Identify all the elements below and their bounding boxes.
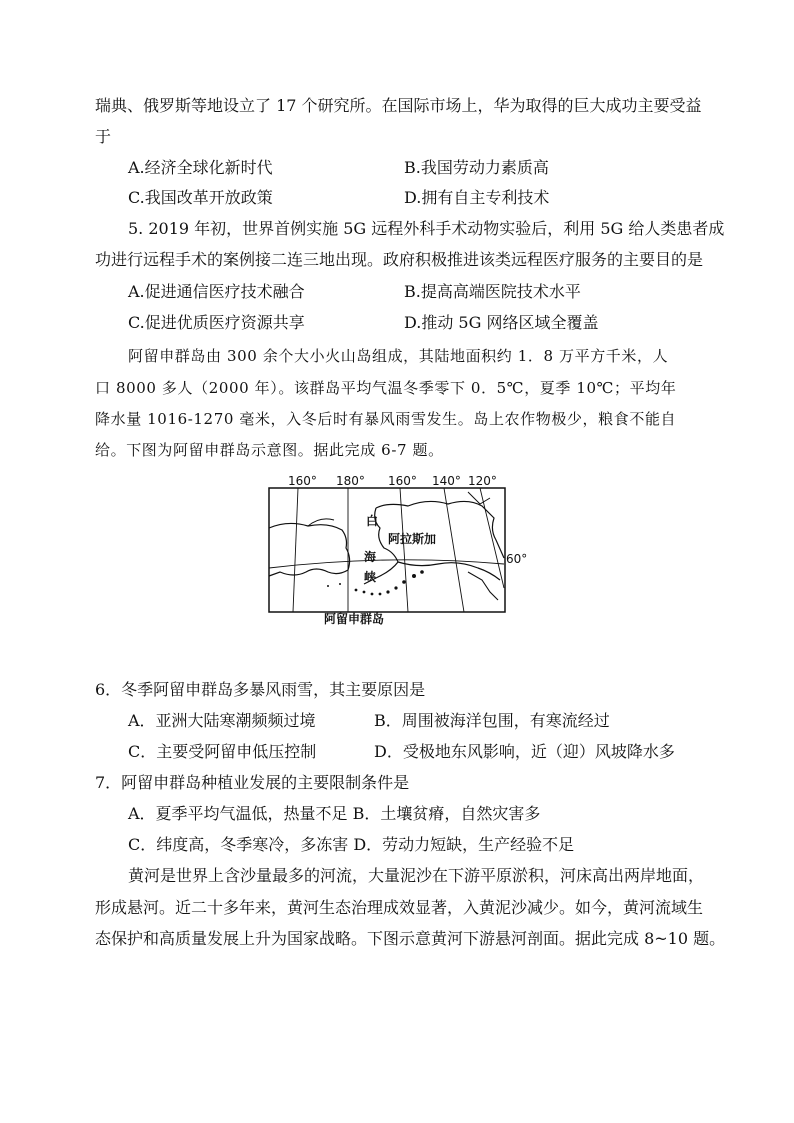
passage1-line3: 降水量 1016-1270 毫米，入冬后时有暴风雨雪发生。岛上农作物极少，粮食不能自 [95,410,677,428]
passage2-line3: 态保护和高质量发展上升为国家战略。下图示意黄河下游悬河剖面。据此完成 8~10 题。 [95,929,726,948]
q5-stem-line2: 功进行远程手术的案例接二连三地出现。政府积极推进该类远程医疗服务的主要目的是 [95,250,704,269]
aleutian-map [268,468,528,628]
q5-option-b: B.提高高端医院技术水平 [404,282,581,301]
passage1-line1: 阿留申群岛由 300 余个大小火山岛组成，其陆地面积约 1．8 万平方千米，人 [128,347,669,365]
q4-option-c: C.我国改革开放政策 [128,188,273,207]
q6-option-b: B．周围被海洋包围，有寒流经过 [374,711,610,730]
label-xia: 峡 [364,570,377,584]
lat-label-60: 60° [506,552,528,566]
q4-stem-line2: 于 [95,127,112,146]
passage2-line2: 形成悬河。近二十多年来，黄河生态治理成效显著，入黄泥沙减少。如今，黄河流域生 [95,898,704,917]
q5-stem-line1: 5. 2019 年初，世界首例实施 5G 远程外科手术动物实验后，利用 5G 给人类患者成 [128,219,725,238]
q5-option-d: D.推动 5G 网络区域全覆盖 [404,313,599,332]
q5-option-a: A.促进通信医疗技术融合 [128,282,305,301]
lon-label-2: 180° [336,474,365,488]
lon-label-1: 160° [288,474,317,488]
label-bai: 白 [366,514,379,528]
q4-stem-line1: 瑞典、俄罗斯等地设立了 17 个研究所。在国际市场上，华为取得的巨大成功主要受益 [95,96,702,115]
passage1-line2: 口 8000 多人（2000 年）。该群岛平均气温冬季零下 0．5℃，夏季 10℃；平均年 [95,379,677,397]
q4-option-d: D.拥有自主专利技术 [404,188,550,207]
lon-label-3: 160° [388,474,417,488]
lon-label-4: 140° [432,474,461,488]
q4-option-b: B.我国劳动力素质高 [404,158,549,177]
q7-options-ab: A．夏季平均气温低，热量不足 B．土壤贫瘠，自然灾害多 [128,804,541,823]
q7-stem: 7．阿留申群岛种植业发展的主要限制条件是 [95,773,410,792]
q6-option-c: C．主要受阿留申低压控制 [128,742,317,761]
q5-option-c: C.促进优质医疗资源共享 [128,313,305,332]
label-alaska: 阿拉斯加 [388,532,437,546]
q6-option-d: D．受极地东风影响，近（迎）风坡降水多 [374,742,675,761]
q6-stem: 6．冬季阿留申群岛多暴风雨雪，其主要原因是 [95,680,426,699]
label-hai: 海 [364,550,377,564]
label-aleutian: 阿留申群岛 [324,612,385,626]
passage1-line4: 给。下图为阿留申群岛示意图。据此完成 6-7 题。 [95,441,444,459]
q7-options-cd: C．纬度高，冬季寒冷，多冻害 D．劳动力短缺，生产经验不足 [128,835,575,854]
q4-option-a: A.经济全球化新时代 [128,158,273,177]
lon-label-5: 120° [468,474,497,488]
q6-option-a: A．亚洲大陆寒潮频频过境 [128,711,316,730]
map-graphic [268,468,522,628]
passage2-line1: 黄河是世界上含沙量最多的河流，大量泥沙在下游平原淤积，河床高出两岸地面， [128,866,705,885]
